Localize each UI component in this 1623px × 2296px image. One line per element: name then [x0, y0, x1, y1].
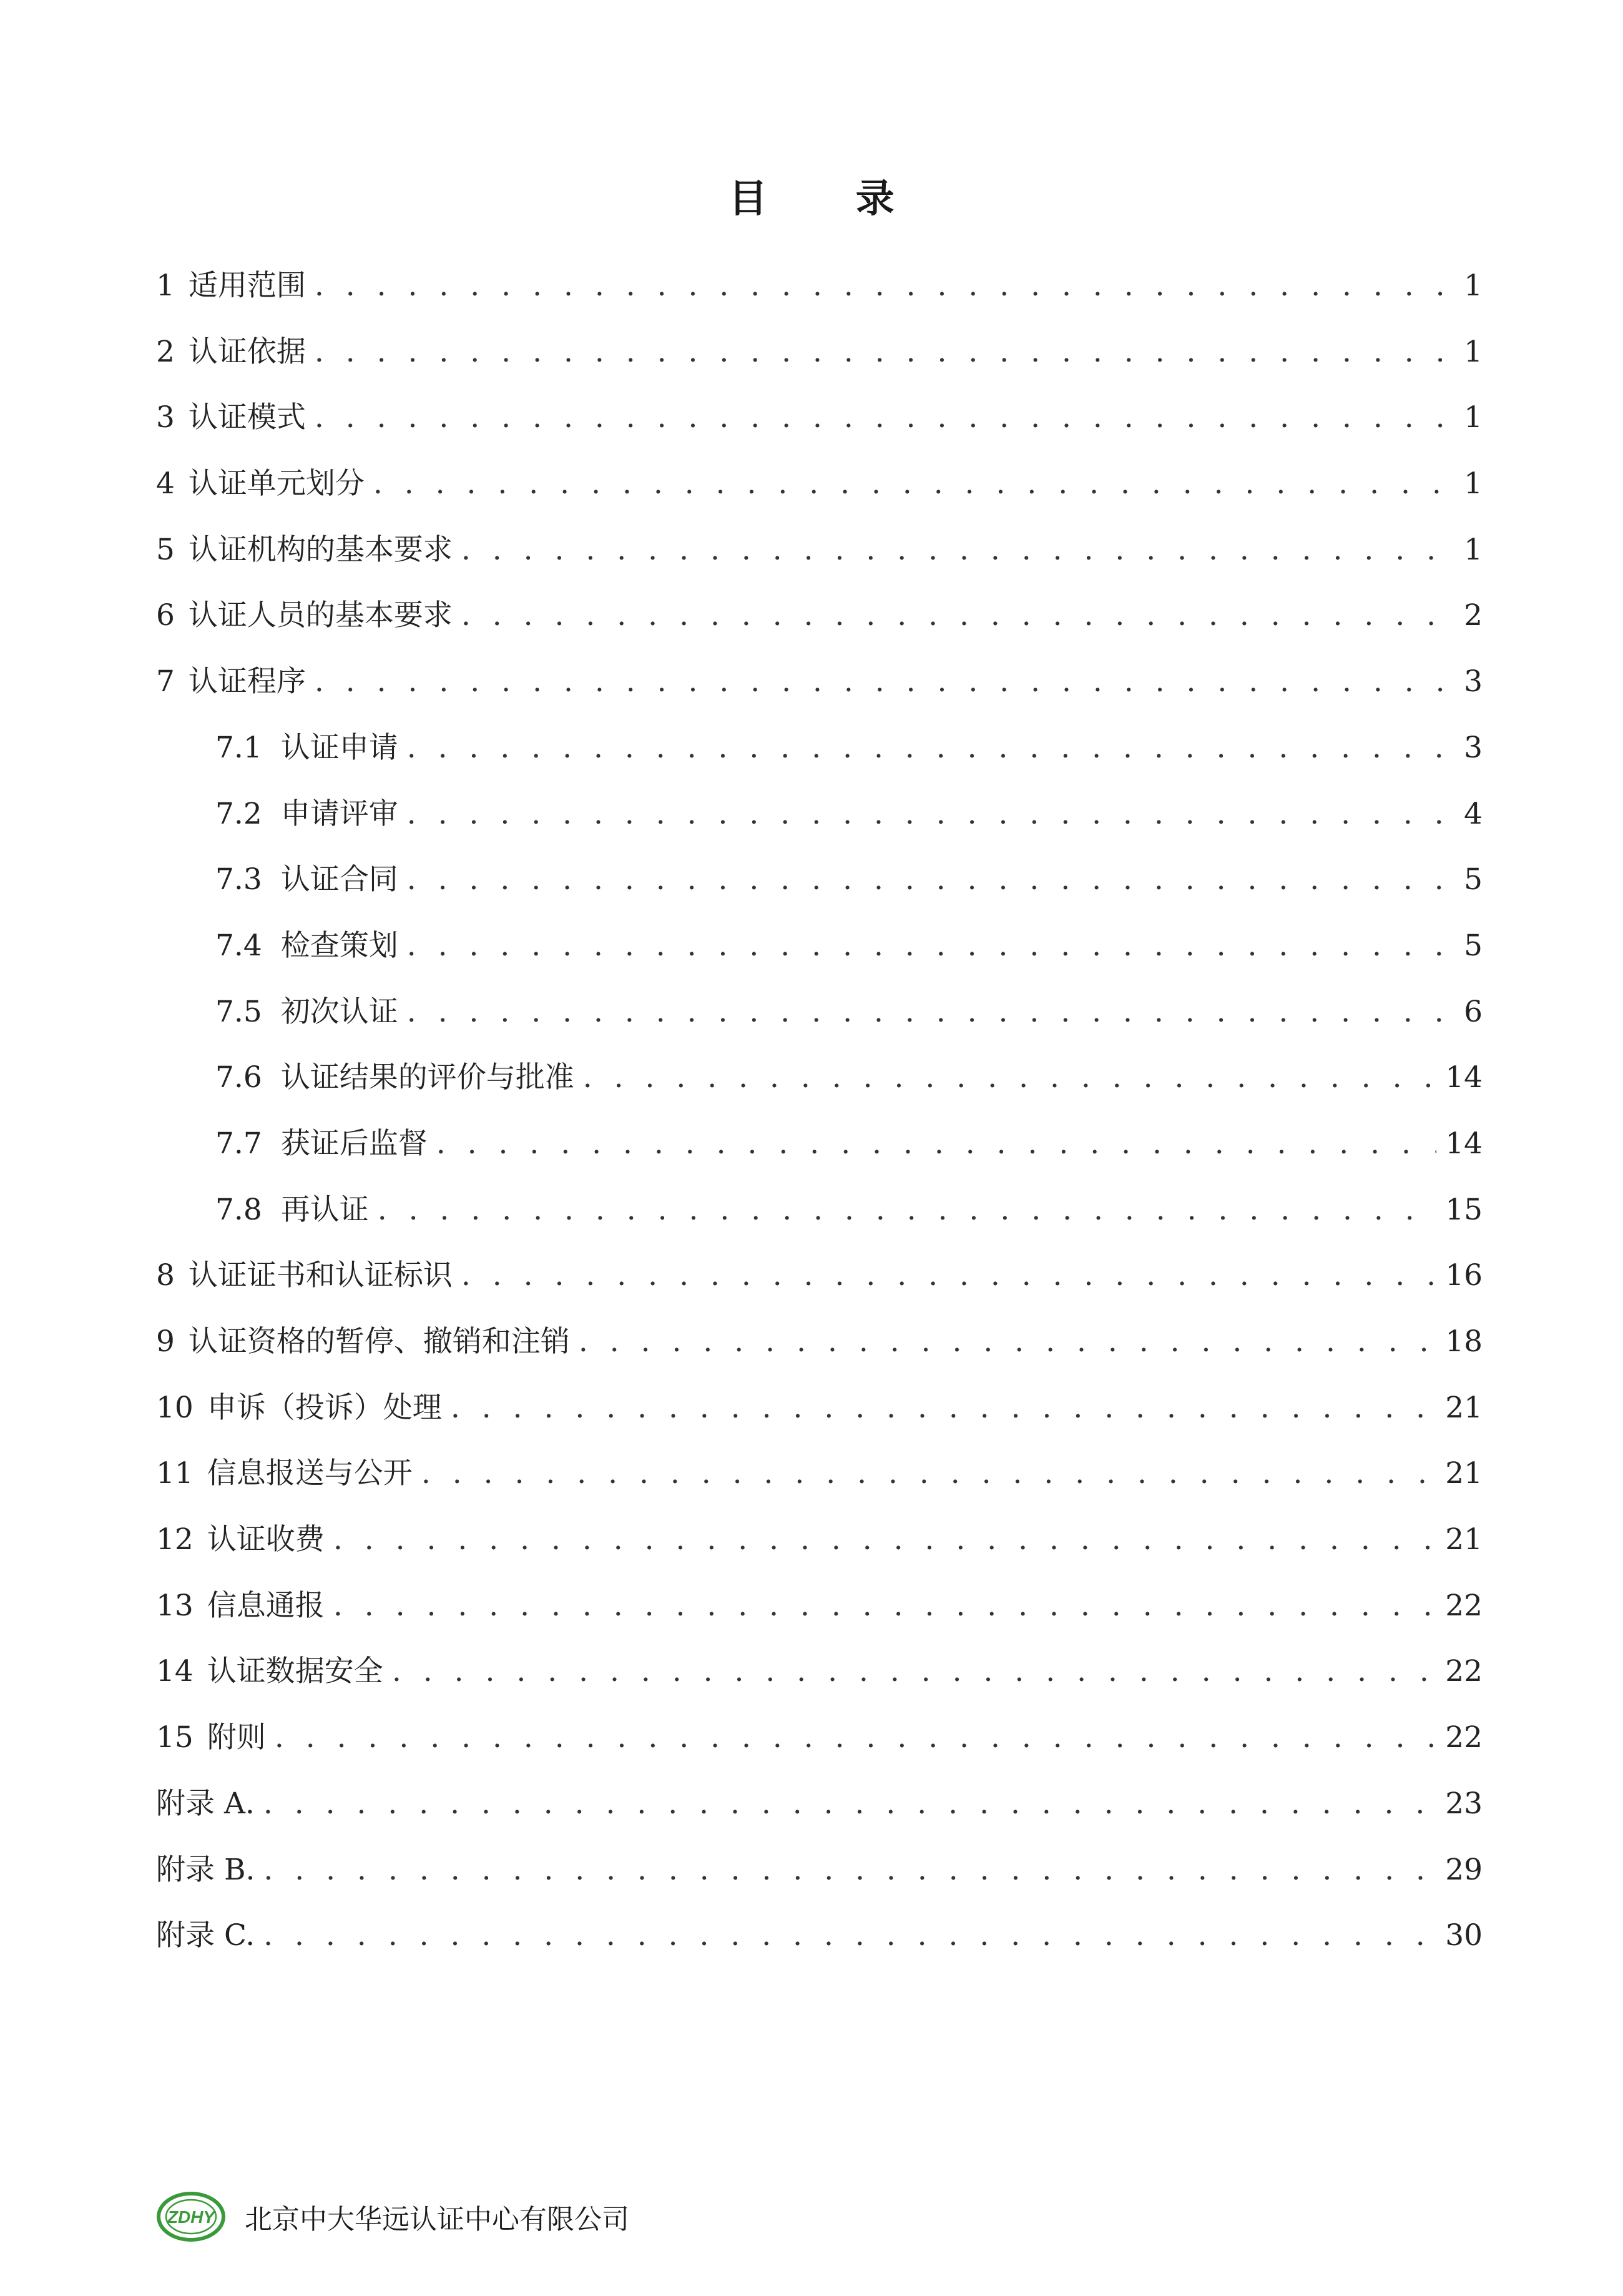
toc-entry-number: 15 [156, 1720, 194, 1755]
toc-entry-number: 7.1 [215, 730, 262, 765]
toc-dot-leader [315, 253, 1455, 319]
toc-entry-number: 7.7 [215, 1126, 262, 1161]
toc-entry-label: 认证人员的基本要求 [188, 598, 453, 633]
toc-dot-leader [263, 1771, 1436, 1837]
toc-entry-number: 5 [156, 532, 175, 567]
toc-entry-number: 9 [156, 1324, 175, 1359]
toc-entry[interactable] [156, 847, 1483, 913]
toc-entry[interactable] [156, 1573, 1483, 1639]
toc-entry[interactable] [156, 319, 1483, 385]
toc-entry-label: 认证程序 [188, 664, 306, 699]
toc-dot-leader [461, 583, 1455, 649]
toc-entry-number: 6 [156, 598, 175, 633]
toc-entry-label: 认证资格的暂停、撤销和注销 [188, 1324, 570, 1359]
toc-dot-leader [407, 781, 1455, 847]
toc-entry[interactable] [156, 1375, 1483, 1441]
toc-entry-label: 信息通报 [207, 1588, 325, 1623]
toc-entry[interactable] [156, 1309, 1483, 1375]
toc-entry-label: 再认证 [280, 1192, 369, 1227]
toc-dot-leader [392, 1638, 1436, 1705]
toc-entry-label: 检查策划 [280, 928, 398, 963]
toc-dot-leader [461, 517, 1455, 583]
toc-entry-page: 22 [1445, 1654, 1483, 1689]
toc-entry-page: 6 [1464, 994, 1483, 1029]
company-name: 北京中大华远认证中心有限公司 [245, 2204, 629, 2235]
toc-dot-leader [373, 451, 1455, 517]
toc-entry-page: 18 [1445, 1324, 1483, 1359]
toc-entry-label: 附录 C. [156, 1918, 255, 1953]
toc-entry-page: 5 [1464, 862, 1483, 897]
toc-entry[interactable] [156, 1111, 1483, 1177]
toc-entry[interactable] [156, 451, 1483, 517]
toc-entry[interactable] [156, 385, 1483, 451]
toc-entry-number: 13 [156, 1588, 194, 1623]
toc-dot-leader [451, 1375, 1436, 1441]
toc-entry-label: 认证机构的基本要求 [188, 532, 453, 567]
toc-entry[interactable] [156, 1771, 1483, 1837]
toc-entry-page: 1 [1464, 466, 1483, 501]
toc-entry-number: 11 [156, 1456, 194, 1491]
toc-entry-page: 1 [1464, 334, 1483, 369]
toc-dot-leader [407, 979, 1455, 1045]
toc-dot-leader [407, 847, 1455, 913]
toc-entry-label: 认证合同 [280, 862, 398, 897]
toc-entry-label: 认证数据安全 [207, 1654, 383, 1689]
toc-entry-page: 2 [1464, 598, 1483, 633]
toc-entry[interactable] [156, 1243, 1483, 1309]
toc-entry-number: 2 [156, 334, 175, 369]
toc-entry-number: 7 [156, 664, 175, 699]
toc-entry-page: 29 [1445, 1852, 1483, 1887]
toc-entry-label: 附录 A. [156, 1786, 255, 1821]
toc-entry-label: 适用范围 [188, 269, 306, 303]
toc-entry-page: 15 [1445, 1192, 1483, 1227]
toc-entry-number: 7.3 [215, 862, 262, 897]
toc-dot-leader [275, 1705, 1436, 1771]
toc-entry-page: 14 [1445, 1060, 1483, 1095]
toc-dot-leader [407, 715, 1455, 781]
toc-entry[interactable] [156, 517, 1483, 583]
toc-entry[interactable] [156, 715, 1483, 781]
toc-dot-leader [263, 1903, 1436, 1969]
toc-dot-leader [263, 1837, 1436, 1903]
toc-entry-page: 21 [1445, 1456, 1483, 1491]
toc-entry-label: 认证单元划分 [188, 466, 365, 501]
toc-dot-leader [583, 1045, 1436, 1111]
toc-entry-label: 附录 B. [156, 1852, 255, 1887]
toc-entry[interactable] [156, 1177, 1483, 1243]
toc-dot-leader [436, 1111, 1436, 1177]
toc-dot-leader [315, 385, 1455, 451]
toc-entry[interactable] [156, 1903, 1483, 1969]
toc-dot-leader [315, 319, 1455, 385]
toc-entry-page: 5 [1464, 928, 1483, 963]
toc-entry-page: 16 [1445, 1258, 1483, 1293]
toc-entry-label: 附则 [207, 1720, 266, 1755]
toc-entry-label: 初次认证 [280, 994, 398, 1029]
toc-entry-label: 认证证书和认证标识 [188, 1258, 453, 1293]
toc-entry-label: 认证模式 [188, 400, 306, 435]
toc-dot-leader [407, 913, 1455, 979]
toc-entry[interactable] [156, 913, 1483, 979]
toc-entry-number: 10 [156, 1390, 194, 1425]
toc-entry-label: 申诉（投诉）处理 [207, 1390, 442, 1425]
toc-entry-page: 14 [1445, 1126, 1483, 1161]
toc-entry-label: 认证依据 [188, 334, 306, 369]
toc-entry-page: 3 [1464, 730, 1483, 765]
toc-entry-page: 4 [1464, 796, 1483, 831]
toc-entry-number: 7.5 [215, 994, 262, 1029]
toc-entry-page: 22 [1445, 1588, 1483, 1623]
toc-entry[interactable] [156, 1638, 1483, 1705]
toc-entry-number: 14 [156, 1654, 194, 1689]
footer [156, 2189, 629, 2245]
toc-dot-leader [461, 1243, 1436, 1309]
toc-dot-leader [315, 649, 1455, 715]
toc-entry-number: 7.6 [215, 1060, 262, 1095]
toc-entry-page: 21 [1445, 1522, 1483, 1557]
toc-entry[interactable] [156, 583, 1483, 649]
toc-entry-page: 22 [1445, 1720, 1483, 1755]
toc-entry-label: 信息报送与公开 [207, 1456, 413, 1491]
toc-entry-page: 3 [1464, 664, 1483, 699]
toc-entry-number: 4 [156, 466, 175, 501]
toc-dot-leader [579, 1309, 1436, 1375]
toc-entry-number: 1 [156, 269, 175, 303]
toc-entry-page: 1 [1464, 269, 1483, 303]
toc-entry-number: 7.2 [215, 796, 262, 831]
toc-entry-page: 1 [1464, 532, 1483, 567]
toc-entry-label: 认证结果的评价与批准 [280, 1060, 574, 1095]
toc-dot-leader [378, 1177, 1436, 1243]
toc-entry[interactable] [156, 1441, 1483, 1507]
toc-title: 目 录 [728, 175, 932, 221]
toc-entry[interactable] [156, 1507, 1483, 1573]
toc-entry[interactable] [156, 1705, 1483, 1771]
toc-entry-label: 认证收费 [207, 1522, 325, 1557]
toc-entry-label: 获证后监督 [280, 1126, 428, 1161]
toc-dot-leader [333, 1573, 1436, 1639]
toc-dot-leader [421, 1441, 1436, 1507]
toc-entry[interactable] [156, 649, 1483, 715]
toc-entry-number: 8 [156, 1258, 175, 1293]
toc-entry-number: 7.8 [215, 1192, 262, 1227]
toc-entry-number: 3 [156, 400, 175, 435]
zdhy-logo [156, 2191, 226, 2242]
svg-text:ZDHY: ZDHY [167, 2207, 215, 2227]
toc-entry[interactable] [156, 1837, 1483, 1903]
table-of-contents [156, 253, 1483, 1969]
toc-entry-number: 12 [156, 1522, 194, 1557]
toc-entry[interactable] [156, 781, 1483, 847]
toc-entry-page: 23 [1445, 1786, 1483, 1821]
toc-entry[interactable] [156, 253, 1483, 319]
toc-entry-label: 认证申请 [280, 730, 398, 765]
toc-entry[interactable] [156, 1045, 1483, 1111]
toc-dot-leader [333, 1507, 1436, 1573]
toc-entry-page: 30 [1445, 1918, 1483, 1953]
toc-entry-page: 1 [1464, 400, 1483, 435]
toc-entry-label: 申请评审 [280, 796, 398, 831]
toc-entry-page: 21 [1445, 1390, 1483, 1425]
toc-entry-number: 7.4 [215, 928, 262, 963]
toc-entry[interactable] [156, 979, 1483, 1045]
